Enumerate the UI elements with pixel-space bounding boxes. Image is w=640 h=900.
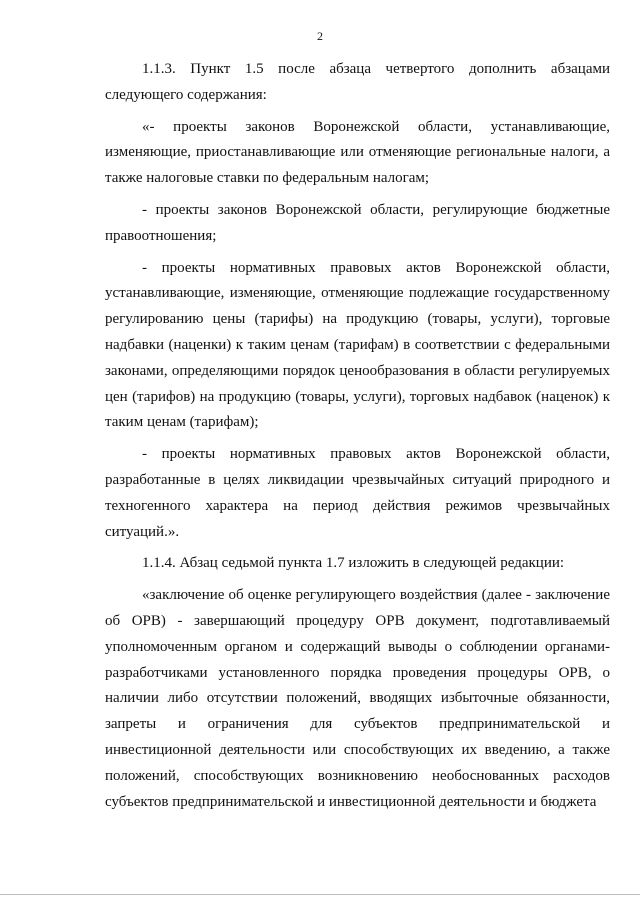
paragraph-price-regulation-acts: - проекты нормативных правовых актов Воронежской области, устанавливающие, изменяющие, отменяющие подлежащие государственному регулированию цены (тарифы) на продукцию (товары, услуги), торговые надбавки (наценки) к таким ценам (тарифам) в соответствии с федеральными законами, определяющими порядок ценообразования в области регулируемых цен (тарифов) на продукцию (товары, услуги), торговых надбавок (наценок) к таким ценам (тарифам); [105,259,610,431]
paragraph-orv-conclusion: «заключение об оценке регулирующего воздействия (далее - заключение об ОРВ) - завершающий процедуру ОРВ документ, подготавливаемый уполномоченным органом и содержащий выводы о соблюдении органами-разработчиками установленного порядка проведения процедуры ОРВ, о наличии либо отсутствии положений, вводящих избыточные обязанности, запреты и ограничения для субъектов предпринимательской и инвестиционной деятельности или способствующих их введению, а также положений, способствующих возникновению необоснованных расходов субъектов предпринимательской и инвестиционной деятельности и бюджета [105,587,610,810]
bottom-edge-line [0,894,640,895]
page-number: 2 [317,29,323,43]
paragraph-emergency-acts: - проекты нормативных правовых актов Воронежской области, разработанные в целях ликвидации чрезвычайных ситуаций природного и техногенного характера на период действия режимов чрезвычайных ситуаций.». [105,446,610,540]
paragraph-budget-laws: - проекты законов Воронежской области, регулирующие бюджетные правоотношения; [105,201,610,244]
document-body [105,57,610,815]
paragraph-regional-tax-laws: «- проекты законов Воронежской области, устанавливающие, изменяющие, приостанавливающие или отменяющие региональные налоги, а также налоговые ставки по федеральным налогам; [105,118,610,187]
paragraph-1-1-4: 1.1.4. Абзац седьмой пункта 1.7 изложить в следующей редакции: [142,555,565,572]
paragraph-1-1-3: 1.1.3. Пункт 1.5 после абзаца четвертого дополнить абзацами следующего содержания: [105,61,610,103]
